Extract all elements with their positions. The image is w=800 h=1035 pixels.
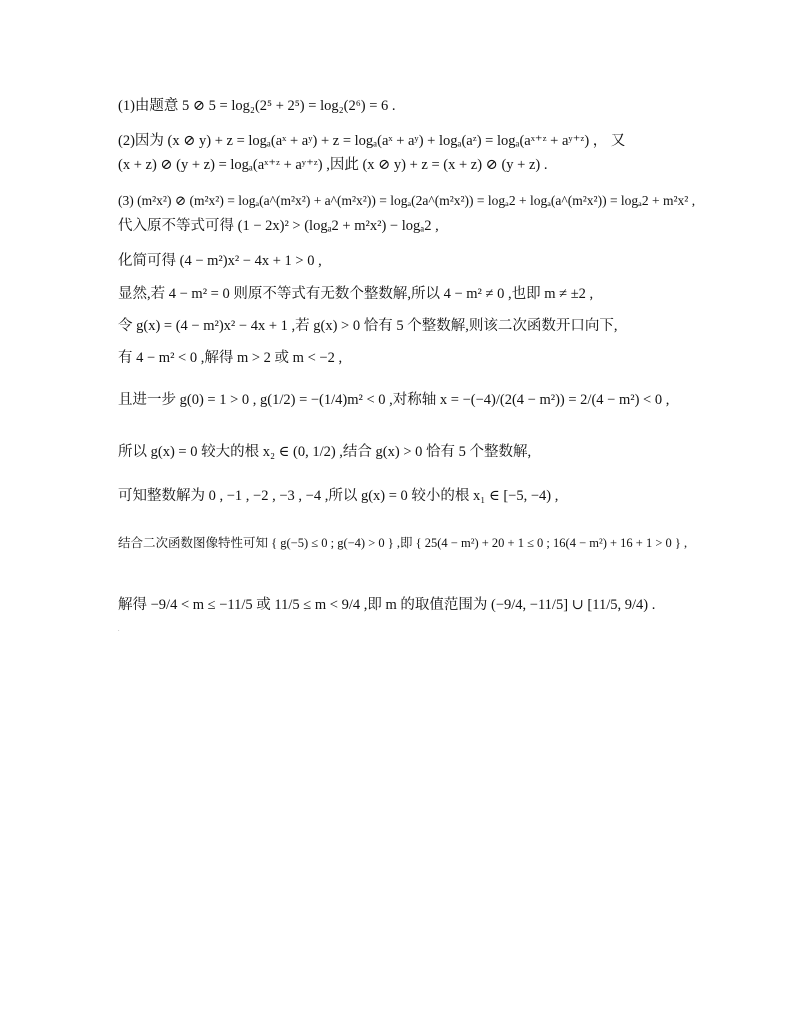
solution-part-2-line-2: (x + z) ⊘ (y + z) = logₐ(aˣ⁺ᶻ + aʸ⁺ᶻ) ,因此 (x ⊘ y) + z = (x + z) ⊘ (y + z) . [118, 157, 548, 173]
solution-simplify: 化简可得 (4 − m²)x² − 4x + 1 > 0 , [118, 253, 322, 269]
end-mark: . [118, 627, 120, 633]
solution-case-m: 显然,若 4 − m² = 0 则原不等式有无数个整数解,所以 4 − m² ≠ 0 ,也即 m ≠ ±2 , [118, 286, 594, 302]
solution-part-3-line-1: (3) (m²x²) ⊘ (m²x²) = logₐ(a^(m²x²) + a^(m²x²)) = logₐ(2a^(m²x²)) = logₐ2 + logₐ(a^(m²x²)) = logₐ2 + m²x² , [118, 193, 696, 208]
solution-answer: 解得 −9/4 < m ≤ −11/5 或 11/5 ≤ m < 9/4 ,即 m 的取值范围为 (−9/4, −11/5] ∪ [11/5, 9/4) . [118, 597, 656, 613]
solution-define-g: 令 g(x) = (4 − m²)x² − 4x + 1 ,若 g(x) > 0 恰有 5 个整数解,则该二次函数开口向下, [118, 318, 618, 334]
solution-axis: 且进一步 g(0) = 1 > 0 , g(1/2) = −(1/4)m² < 0 ,对称轴 x = −(−4)/(2(4 − m²)) = 2/(4 − m²) < 0 , [118, 392, 670, 408]
solution-larger-root: 所以 g(x) = 0 较大的根 x₂ ∈ (0, 1/2) ,结合 g(x) > 0 恰有 5 个整数解, [118, 444, 532, 460]
solution-opening: 有 4 − m² < 0 ,解得 m > 2 或 m < −2 , [118, 350, 343, 366]
solution-part-1: (1)由题意 5 ⊘ 5 = log₂(2⁵ + 2⁵) = log₂(2⁶) = 6 . [118, 98, 396, 114]
solution-part-2-line-1: (2)因为 (x ⊘ y) + z = logₐ(aˣ + aʸ) + z = logₐ(aˣ + aʸ) + logₐ(aᶻ) = logₐ(aˣ⁺ᶻ + aʸ⁺ᶻ) ， 又 [118, 133, 626, 149]
solution-part-3-line-2: 代入原不等式可得 (1 − 2x)² > (logₐ2 + m²x²) − logₐ2 , [118, 218, 439, 234]
solution-integer-roots: 可知整数解为 0 , −1 , −2 , −3 , −4 ,所以 g(x) = 0 较小的根 x₁ ∈ [−5, −4) , [118, 488, 559, 504]
solution-system: 结合二次函数图像特性可知 { g(−5) ≤ 0 ; g(−4) > 0 } ,即 { 25(4 − m²) + 20 + 1 ≤ 0 ; 16(4 − m²) + 16 + 1 > 0 } , [118, 536, 688, 550]
